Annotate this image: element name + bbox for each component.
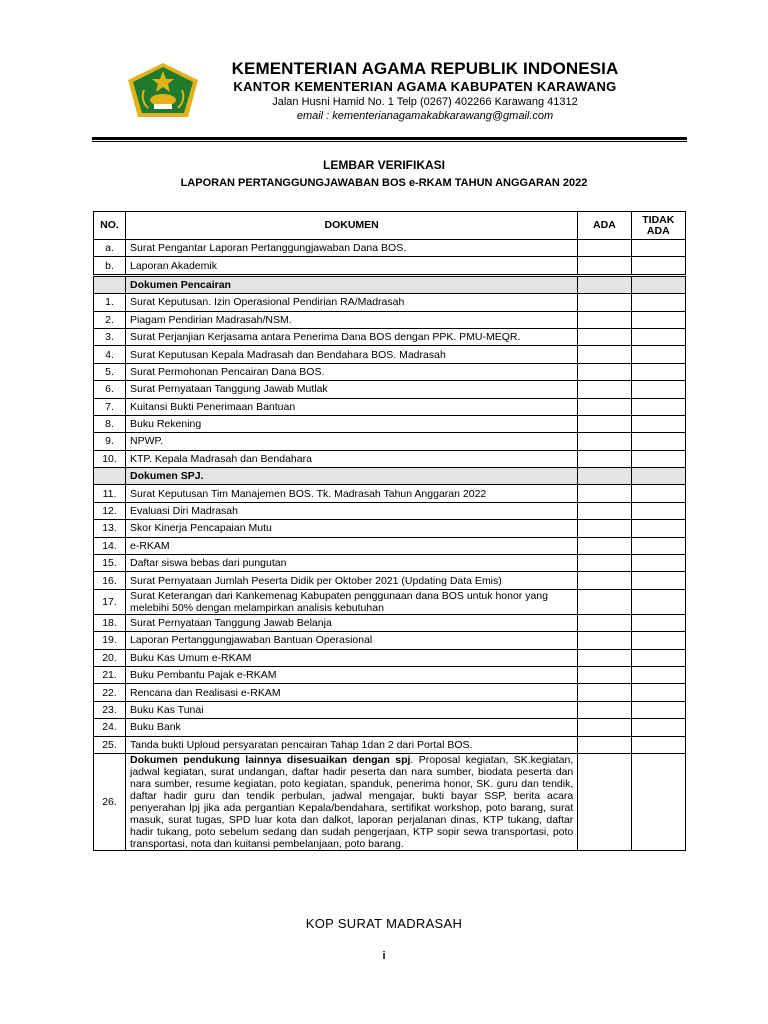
row-no: 6. [94,381,126,398]
row-no: 25. [94,736,126,753]
row-doc: Surat Keputusan Tim Manajemen BOS. Tk. Madrasah Tahun Anggaran 2022 [126,485,578,502]
ada-cell[interactable] [578,736,631,753]
tidak-ada-cell[interactable] [631,632,685,649]
row-doc: Daftar siswa bebas dari pungutan [126,555,578,572]
row-doc: Surat Pengantar Laporan Pertanggungjawaban Dana BOS. [126,240,578,257]
section-title: Dokumen SPJ. [126,468,578,485]
row-doc: Surat Pernyataan Jumlah Peserta Didik per Oktober 2021 (Updating Data Emis) [126,572,578,589]
ada-cell[interactable] [578,257,631,275]
section-no [94,275,126,293]
table-row [94,328,686,345]
office-address: Jalan Husni Hamid No. 1 Telp (0267) 402266 Karawang 41312 [272,96,578,108]
org-name: KEMENTERIAN AGAMA REPUBLIK INDONESIA [231,59,619,78]
row-doc: Buku Kas Tunai [126,701,578,718]
row-doc: Laporan Pertanggungjawaban Bantuan Operasional [126,632,578,649]
row-doc: Surat Perjanjian Kerjasama antara Penerima Dana BOS dengan PPK. PMU-MEQR. [126,328,578,345]
row-no: 12. [94,502,126,519]
table-row [94,415,686,432]
table-row [94,614,686,631]
ada-cell[interactable] [578,485,631,502]
row-doc: Skor Kinerja Pencapaian Mutu [126,520,578,537]
tidak-ada-cell[interactable] [631,502,685,519]
ada-cell[interactable] [578,632,631,649]
ada-cell[interactable] [578,240,631,257]
table-row [94,450,686,467]
tidak-ada-cell[interactable] [631,450,685,467]
row-doc: Tanda bukti Uploud persyaratan pencairan Tahap 1dan 2 dari Portal BOS. [126,736,578,753]
table-row [94,311,686,328]
tidak-ada-cell[interactable] [631,666,685,683]
row-no: 19. [94,632,126,649]
table-row [94,294,686,311]
tidak-ada-cell[interactable] [631,537,685,554]
ada-cell[interactable] [578,398,631,415]
table-row [94,649,686,666]
row-doc: KTP. Kepala Madrasah dan Bendahara [126,450,578,467]
tidak-ada-cell[interactable] [631,753,685,850]
ada-cell[interactable] [578,415,631,432]
table-row [94,753,686,850]
ada-cell[interactable] [578,753,631,850]
row-no: 10. [94,450,126,467]
col-dokumen: DOKUMEN [126,212,578,240]
table-row [94,555,686,572]
table-row [94,684,686,701]
tidak-ada-cell[interactable] [631,294,685,311]
document-subtitle: LAPORAN PERTANGGUNGJAWABAN BOS e-RKAM TAHUN ANGGARAN 2022 [180,177,588,189]
tidak-ada-cell[interactable] [631,346,685,363]
tidak-ada-cell[interactable] [631,614,685,631]
row-doc-supporting [126,753,578,850]
row-doc: Surat Pernyataan Tanggung Jawab Belanja [126,614,578,631]
row-doc-detail: . Proposal kegiatan, SK.kegiatan, jadwal kegiatan, surat undangan, daftar hadir peserta dan nara sumber, biodata peserta dan nara sumber, resume kegiatan, poto kegiatan, spanduk, penerima honor, SK. guru dan tendik, daftar hadir guru dan tendik perbulan, jadwal mengajar, bukti bayar SSP, berita acara penyerahan lpj jika ada pergantian Kepala/bendahara, sertifikat workshop, poto barang, surat masuk, surat tugas, SPD luar kota dan dalkot, laporan perjalanan dinas, KTP tukang, daftar hadir tukang, poto sebelum sedang dan sudah pengerjaan, KTP sopir sewa transportasi, poto transportasi, nota dan kuitansi pembelanjaan, poto barang. [130,753,574,850]
row-doc: Evaluasi Diri Madrasah [126,502,578,519]
table-row [94,485,686,502]
row-no: 11. [94,485,126,502]
row-doc: Surat Keputusan. Izin Operasional Pendirian RA/Madrasah [126,294,578,311]
office-email: email : kementerianagamakabkarawang@gmail.com [296,110,554,122]
table-row [94,572,686,589]
row-no: 18. [94,614,126,631]
col-ada: ADA [578,212,631,240]
table-row [94,502,686,519]
tidak-ada-cell[interactable] [631,381,685,398]
ada-cell[interactable] [578,589,631,614]
tidak-ada-cell[interactable] [631,398,685,415]
row-doc: NPWP. [126,433,578,450]
kemenag-logo [124,62,202,118]
tidak-ada-cell[interactable] [631,572,685,589]
section-row [94,468,686,485]
row-doc: Rencana dan Realisasi e-RKAM [126,684,578,701]
row-doc: Surat Permohonan Pencairan Dana BOS. [126,363,578,380]
row-no: 1. [94,294,126,311]
tidak-ada-cell[interactable] [631,555,685,572]
table-row [94,666,686,683]
ada-cell[interactable] [578,719,631,736]
row-no: 8. [94,415,126,432]
table-row [94,381,686,398]
row-doc: Buku Kas Umum e-RKAM [126,649,578,666]
table-row [94,433,686,450]
ada-cell[interactable] [578,450,631,467]
ada-cell[interactable] [578,502,631,519]
ada-cell[interactable] [578,381,631,398]
row-doc: Buku Pembantu Pajak e-RKAM [126,666,578,683]
ada-cell[interactable] [578,666,631,683]
table-row [94,537,686,554]
row-doc: Surat Pernyataan Tanggung Jawab Mutlak [126,381,578,398]
tidak-ada-cell[interactable] [631,311,685,328]
col-tidak-ada-label: TIDAK ADA [642,213,675,237]
ada-cell[interactable] [578,346,631,363]
row-no: b. [94,257,126,275]
office-name: KANTOR KEMENTERIAN AGAMA KABUPATEN KARAWANG [233,79,617,94]
table-row [94,736,686,753]
row-doc: Laporan Akademik [126,257,578,275]
table-row [94,240,686,257]
ada-cell[interactable] [578,572,631,589]
tidak-ada-cell[interactable] [631,520,685,537]
tidak-ada-cell[interactable] [631,649,685,666]
row-no: 2. [94,311,126,328]
tidak-ada-cell[interactable] [631,684,685,701]
table-row [94,632,686,649]
table-row [94,701,686,718]
row-no: 3. [94,328,126,345]
ada-cell[interactable] [578,537,631,554]
row-no: 16. [94,572,126,589]
row-no: a. [94,240,126,257]
table-row [94,589,686,614]
row-no: 15. [94,555,126,572]
col-no: NO. [94,212,126,240]
row-no: 21. [94,666,126,683]
row-no: 4. [94,346,126,363]
table-row [94,520,686,537]
table-row [94,257,686,275]
tidak-ada-cell[interactable] [631,736,685,753]
verification-table [93,211,686,851]
row-doc: e-RKAM [126,537,578,554]
row-no: 5. [94,363,126,380]
table-row [94,398,686,415]
tidak-ada-cell[interactable] [631,328,685,345]
col-tidak-ada [631,212,685,240]
row-no: 13. [94,520,126,537]
tidak-ada-cell[interactable] [631,589,685,614]
table-row [94,719,686,736]
table-header [94,212,686,240]
ada-cell[interactable] [578,328,631,345]
row-no: 7. [94,398,126,415]
row-doc-lead: Dokumen pendukung lainnya disesuaikan dengan spj [130,753,411,766]
tidak-ada-cell[interactable] [631,485,685,502]
ada-cell[interactable] [578,614,631,631]
tidak-ada-cell[interactable] [631,701,685,718]
tidak-ada-cell[interactable] [631,240,685,257]
row-no: 20. [94,649,126,666]
row-no: 23. [94,701,126,718]
row-doc: Buku Bank [126,719,578,736]
row-no: 9. [94,433,126,450]
ada-cell[interactable] [578,363,631,380]
letterhead-rule-thick [92,137,687,140]
row-no: 14. [94,537,126,554]
kop-surat-madrasah: KOP SURAT MADRASAH [305,916,463,931]
row-doc: Kuitansi Bukti Penerimaan Bantuan [126,398,578,415]
ada-cell[interactable] [578,433,631,450]
ada-cell[interactable] [578,701,631,718]
row-no: 26. [94,753,126,850]
row-doc: Piagam Pendirian Madrasah/NSM. [126,311,578,328]
document-title: LEMBAR VERIFIKASI [322,158,445,172]
ada-cell[interactable] [578,684,631,701]
ada-cell[interactable] [578,520,631,537]
tidak-ada-cell[interactable] [631,363,685,380]
row-doc: Surat Keputusan Kepala Madrasah dan Bendahara BOS. Madrasah [126,346,578,363]
ada-cell[interactable] [578,311,631,328]
tidak-ada-cell[interactable] [631,415,685,432]
section-title: Dokumen Pencairan [126,275,578,293]
tidak-ada-cell[interactable] [631,433,685,450]
table-row [94,346,686,363]
table-row [94,363,686,380]
section-row [94,275,686,293]
row-no: 17. [94,589,126,614]
tidak-ada-cell[interactable] [631,257,685,275]
ada-cell[interactable] [578,294,631,311]
row-no: 24. [94,719,126,736]
ada-cell[interactable] [578,555,631,572]
ada-cell[interactable] [578,649,631,666]
tidak-ada-cell[interactable] [631,719,685,736]
page-number: i [382,950,386,962]
section-no [94,468,126,485]
row-doc: Surat Keterangan dari Kankemenag Kabupaten penggunaan dana BOS untuk honor yang melebihi 50% dengan melampirkan analisis kebutuhan [126,589,578,614]
row-no: 22. [94,684,126,701]
letterhead [210,58,640,123]
row-doc: Buku Rekening [126,415,578,432]
letterhead-rule-thin [92,141,687,142]
